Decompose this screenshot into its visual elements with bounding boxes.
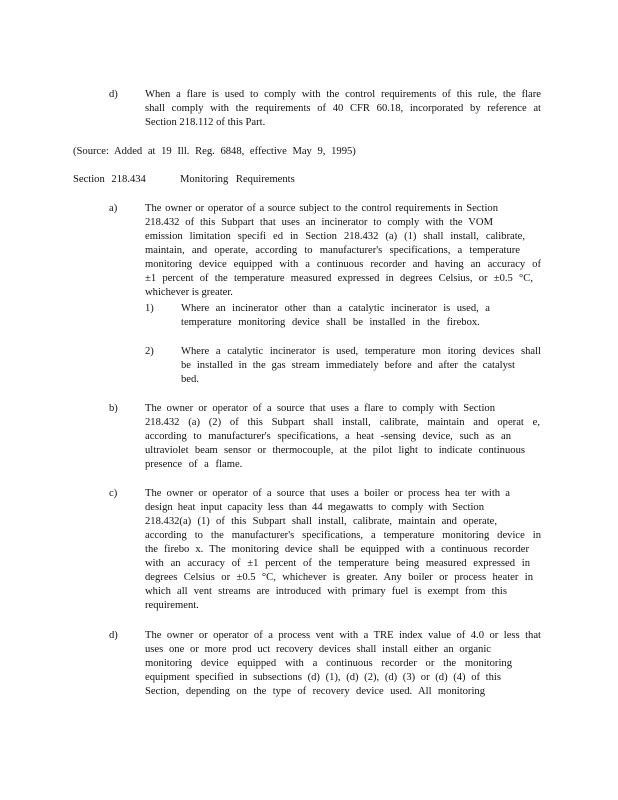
text-line: The owner or operator of a source subject to the control requirements in Section	[145, 203, 498, 214]
source-note	[73, 145, 393, 159]
text-line: Section, depending on the type of recovery device used. All monitoring	[145, 686, 485, 697]
paragraph-d-top-text	[145, 88, 541, 130]
text-line: with an accuracy of ±1 percent of the temperature being measured expressed in	[145, 558, 530, 569]
text-line: design heat input capacity less than 44 megawatts to comply with Section	[145, 502, 484, 513]
text-line: temperature monitoring device shall be installed in the firebox.	[181, 317, 480, 328]
section-number: Section 218.434	[73, 174, 146, 185]
paragraph-c-label: c)	[109, 488, 118, 499]
text-line: monitoring device equipped with a continuous recorder or the monitoring	[145, 658, 512, 669]
subparagraph-a-2-label: 2)	[145, 346, 154, 357]
paragraph-a-label: a)	[109, 203, 118, 214]
text-line: presence of a flame.	[145, 459, 243, 470]
text-line: equipment specified in subsections (d) (1), (d) (2), (d) (3) or (d) (4) of this	[145, 672, 501, 683]
paragraph-a-text	[145, 202, 541, 300]
text-line: bed.	[181, 374, 199, 385]
subparagraph-a-2-text	[181, 345, 541, 387]
text-line: uses one or more prod uct recovery devices shall install either an organic	[145, 644, 491, 655]
paragraph-c-text	[145, 487, 541, 613]
text-line: emission limitation specifi ed in Section 218.432 (a) (1) shall install, calibrate,	[145, 231, 525, 242]
paragraph-b-text	[145, 402, 541, 472]
text-line: When a flare is used to comply with the control requirements of this rule, the flare	[145, 89, 541, 100]
text-line: ultraviolet beam sensor or thermocouple, at the pilot light to indicate continuous	[145, 445, 525, 456]
subparagraph-a-1-text	[181, 302, 491, 330]
text-line: according to the manufacturer's specifications, a temperature monitoring device in	[145, 530, 541, 541]
text-line: which all vent streams are introduced with primary fuel is exempt from this	[145, 586, 507, 597]
text-line: degrees Celsius or ±0.5 °C, whichever is greater. Any boiler or process heater in	[145, 572, 533, 583]
text-line: 218.432(a) (1) of this Subpart shall install, calibrate, maintain and operate,	[145, 516, 497, 527]
paragraph-d-bottom-text	[145, 629, 541, 699]
text-line: Section 218.112 of this Part.	[145, 117, 266, 128]
text-line: Where an incinerator other than a catalytic incinerator is used, a	[181, 303, 490, 314]
text-line: requirement.	[145, 600, 199, 611]
text-line: the firebo x. The monitoring device shall be equipped with a continuous recorder	[145, 544, 529, 555]
text-line: whichever is greater.	[145, 287, 233, 298]
paragraph-d-top-label: d)	[109, 89, 118, 100]
text-line: monitoring device equipped with a continuous recorder and having an accuracy of	[145, 259, 541, 270]
text-line: Where a catalytic incinerator is used, temperature mon itoring devices shall	[181, 346, 541, 357]
text-line: The owner or operator of a source that uses a flare to comply with Section	[145, 403, 495, 414]
source-note-text: (Source: Added at 19 Ill. Reg. 6848, effective May 9, 1995)	[73, 146, 356, 157]
section-title: Monitoring Requirements	[180, 174, 295, 185]
text-line: The owner or operator of a source that uses a boiler or process hea ter with a	[145, 488, 510, 499]
text-line: 218.432 of this Subpart that uses an incinerator to comply with the VOM	[145, 217, 493, 228]
paragraph-d-bottom-label: d)	[109, 630, 118, 641]
text-line: maintain, and operate, according to manufacturer's specifications, a temperature	[145, 245, 520, 256]
text-line: be installed in the gas stream immediately before and after the catalyst	[181, 360, 515, 371]
text-line: 218.432 (a) (2) of this Subpart shall install, calibrate, maintain and operat e,	[145, 417, 540, 428]
text-line: ±1 percent of the temperature measured expressed in degrees Celsius, or ±0.5 °C,	[145, 273, 533, 284]
text-line: The owner or operator of a process vent with a TRE index value of 4.0 or less that	[145, 630, 541, 641]
text-line: according to manufacturer's specifications, a heat -sensing device, such as an	[145, 431, 511, 442]
text-line: shall comply with the requirements of 40 CFR 60.18, incorporated by reference at	[145, 103, 541, 114]
subparagraph-a-1-label: 1)	[145, 303, 154, 314]
paragraph-b-label: b)	[109, 403, 118, 414]
